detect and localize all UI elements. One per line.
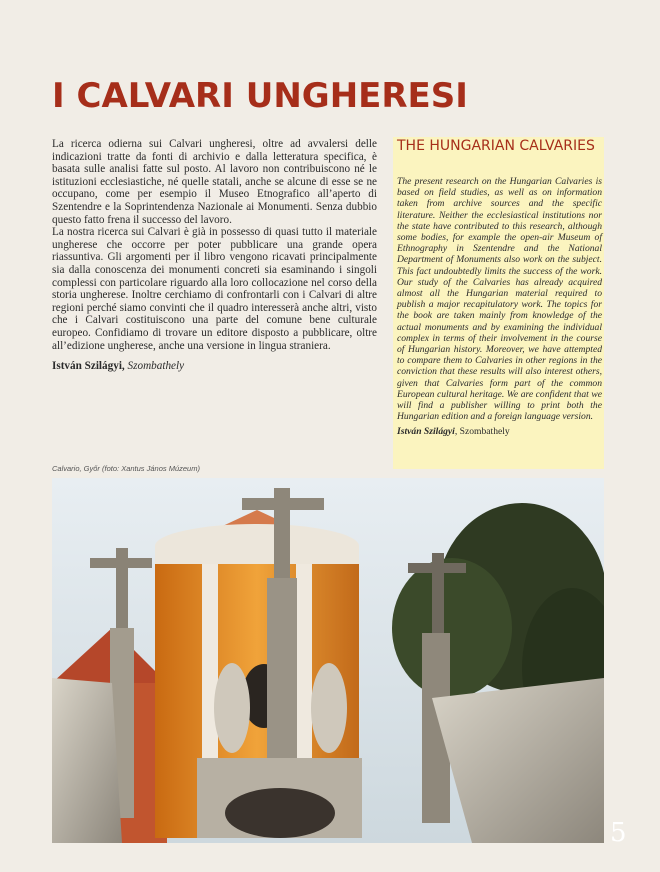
italian-article (52, 138, 377, 373)
author-name: István Szilágyi, (52, 360, 125, 373)
english-author-place: , Szombathely (454, 426, 510, 437)
english-author-name: István Szilágyi (397, 426, 455, 437)
italian-paragraph: La nostra ricerca sui Calvari è già in possesso di quasi tutto il materiale ungherese che occorre per poter pubblicare una grande opera riassuntiva. Gli argomenti per il libro vengono ricavati principalmente sia dalla conoscenza dei monumenti concreti sia esaminando i singoli complessi con particolare riguardo alla loro collocazione nel corso della storia ungherese. Inoltre cerchiamo di confrontarli con i Calvari di altre regioni perché siamo convinti che il quadro interesserà anche altri, visto che i Calvari costituiscono una parte del comune bene culturale europeo. Confidiamo di trovare un editore disposto a pubblicare, oltre all’edizione ungherese, anche una versione in lingua straniera. (52, 226, 377, 352)
page-title: I CALVARI UNGHERESI (52, 76, 468, 116)
italian-signature (52, 360, 377, 373)
english-signature (397, 426, 510, 437)
calvary-illustration (52, 478, 604, 843)
english-title: THE HUNGARIAN CALVARIES (397, 138, 595, 154)
photo-caption: Calvario, Győr (foto: Xantus János Múzeum) (52, 464, 200, 473)
calvary-photo (52, 478, 604, 843)
english-paragraph: The present research on the Hungarian Calvaries is based on field studies, as well as on information taken from archive sources and the specific literature. Neither the ecclesiastical institutions nor the state have contributed to this research, although some bodies, for example the open-air Museum of Ethnography in Szentendre and the National Department of Monuments also work on the subject. This fact undoubtedly limits the success of the work. Our study of the Calvaries has already acquired almost all the Hungarian material required to publish a major recapitulatory work. The topics for the book are taken mainly from knowledge of the actual monuments and by examining the individual complex in terms of their involvement in the course of Hungarian history. Moreover, we have attempted to compare them to Calvaries in other regions in the conviction that these results will also interest others, given that Calvaries form part of the common European cultural heritage. We are confident that we will find a publisher willing to print both the Hungarian edition and a foreign language version. (397, 176, 602, 423)
english-article (397, 176, 602, 422)
author-place: Szombathely (127, 360, 185, 373)
italian-paragraph: La ricerca odierna sui Calvari ungheresi, oltre ad avvalersi delle indicazioni tratte da fonti di archivio e dalla letteratura specifica, è basata sulle analisi fatte sul posto. Al lavoro non contribuiscono né le istituzioni ecclesiastiche, né quelle statali, anche se alcune di esse se ne occupano, come per esempio il Museo Etnografico all’aperto di Szentendre e la Soprintendenza Nazionale ai Monumenti. Senza dubbio questo fatto frena il successo del lavoro. (52, 138, 377, 226)
page-number: 5 (610, 818, 627, 848)
